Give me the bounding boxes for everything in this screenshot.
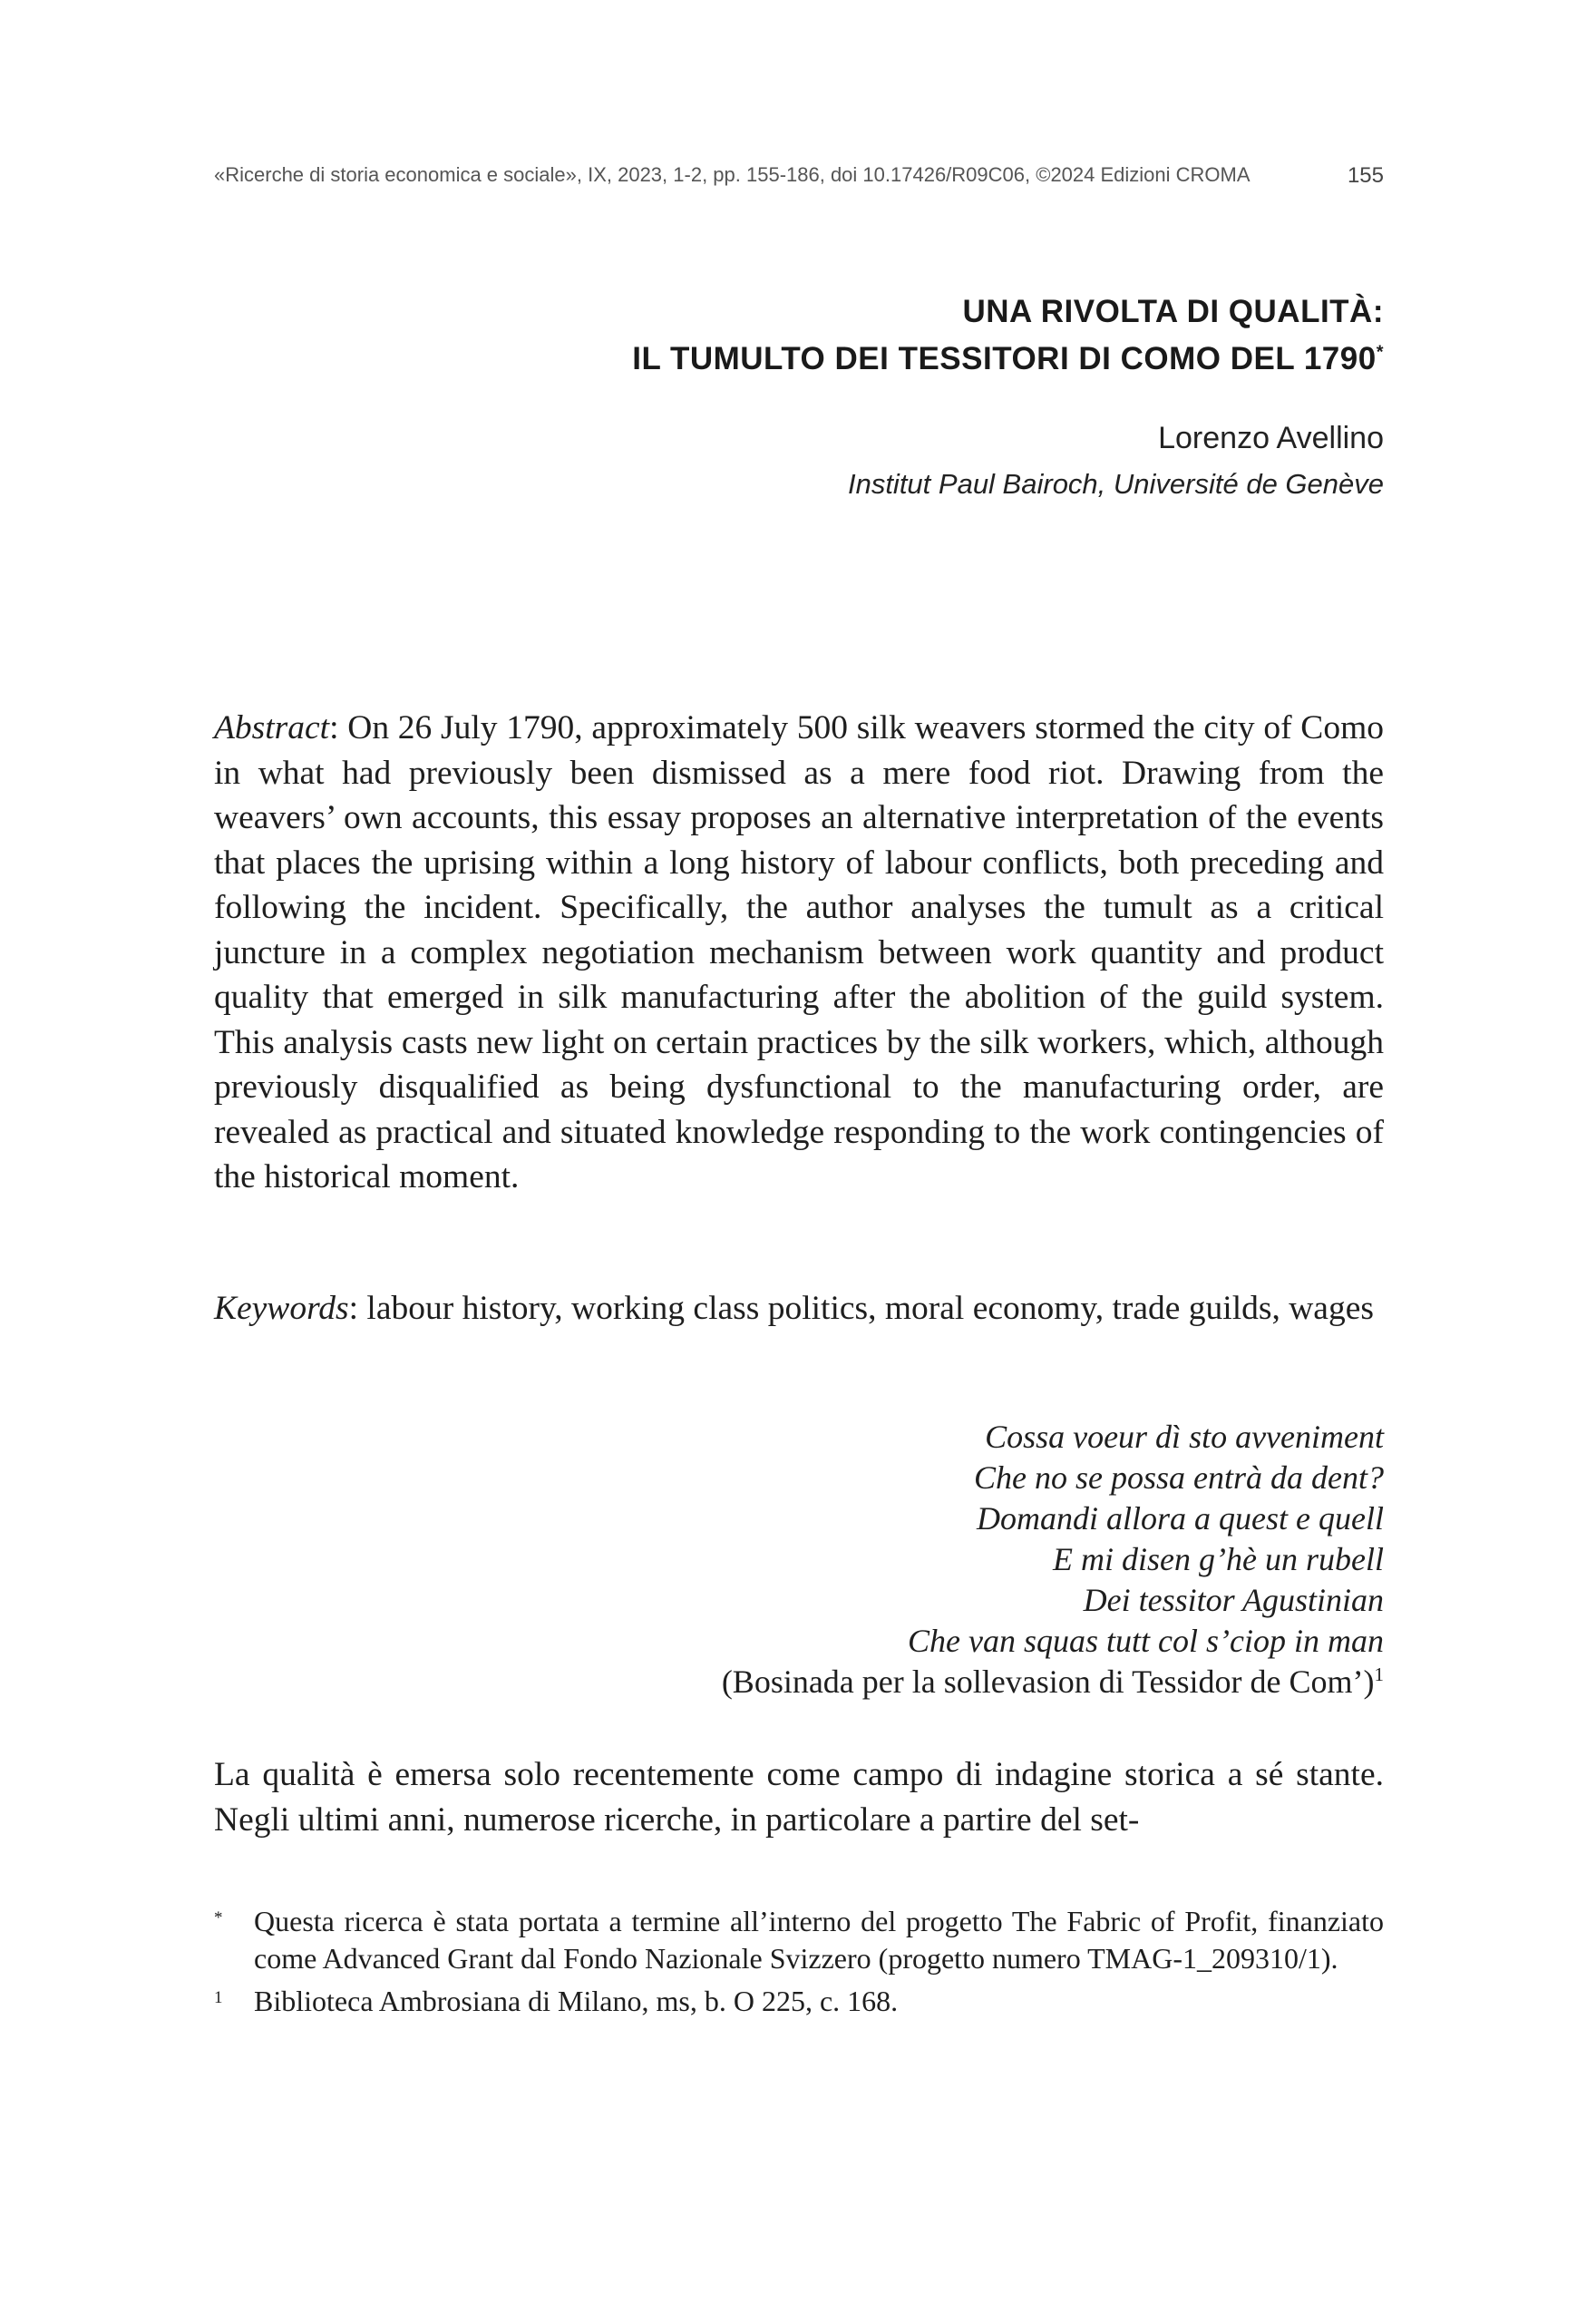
page-number: 155 <box>1347 163 1384 188</box>
abstract <box>214 706 1384 1200</box>
epigraph-source-text: (Bosinada per la sollevasion di Tessidor de Com’) <box>721 1663 1375 1700</box>
epigraph <box>722 1417 1384 1702</box>
footnote <box>214 1983 1384 2020</box>
abstract-label: Abstract <box>214 709 330 746</box>
epigraph-verse: Domandi allora a quest e quell <box>977 1500 1384 1537</box>
epigraph-verse: Cossa voeur dì sto avveniment <box>985 1419 1384 1455</box>
keywords-label: Keywords <box>214 1290 349 1327</box>
footnote-text: Biblioteca Ambrosiana di Milano, ms, b. O 225, c. 168. <box>254 1985 899 2017</box>
footnote-marker: * <box>214 1908 223 1927</box>
title-line-2-text: IL TUMULTO DEI TESSITORI DI COMO DEL 1790 <box>632 341 1377 376</box>
title-line-2 <box>632 336 1384 383</box>
title-line-1: UNA RIVOLTA DI QUALITÀ: <box>962 294 1384 329</box>
footnote-marker: 1 <box>214 1988 223 2007</box>
author-affiliation: Institut Paul Bairoch, Université de Genève <box>847 468 1384 500</box>
epigraph-verse: Dei tessitor Agustinian <box>1083 1582 1384 1618</box>
epigraph-verse: Che van squas tutt col s’ciop in man <box>908 1623 1384 1659</box>
epigraph-verse: Che no se possa entrà da dent? <box>974 1459 1384 1496</box>
epigraph-footnote-marker: 1 <box>1374 1663 1384 1685</box>
running-head <box>214 163 1384 187</box>
keywords-text: : labour history, working class politics, moral economy, trade guilds, wages <box>348 1290 1374 1327</box>
epigraph-verse: E mi disen g’hè un rubell <box>1053 1541 1384 1577</box>
abstract-text: : On 26 July 1790, approximately 500 silk weavers stormed the city of Como in what had previously been dismissed as a mere food riot. Drawing from the weavers’ own accounts, this essay proposes an alternative interpretation of the events that places the uprising within a long history of labour conflicts, both preceding and following the incident. Specifically, the author analyses the tumult as a critical juncture in a complex negotiation mechanism between work quantity and product quality that emerged in silk manufacturing after the abolition of the guild system. This analysis casts new light on certain practices by the silk workers, which, although previously disqualified as being dysfunctional to the manufacturing order, are revealed as practical and situated knowledge responding to the work contingencies of the historical moment. <box>214 709 1384 1195</box>
keywords <box>214 1286 1384 1332</box>
title-footnote-marker: * <box>1376 342 1384 363</box>
footnote <box>214 1903 1384 1977</box>
author-name: Lorenzo Avellino <box>1158 421 1384 455</box>
footnote-text: Questa ricerca è stata portata a termine all’interno del progetto The Fabric of Profit, finanziato come Advanced Grant dal Fondo Nazionale Svizzero (progetto numero TMAG-1_209310/1). <box>254 1905 1384 1975</box>
body-paragraph: La qualità è emersa solo recentemente come campo di indagine storica a sé stante. Negli ultimi anni, numerose ricerche, in particolare a partire del set- <box>214 1756 1384 1839</box>
epigraph-source <box>722 1662 1384 1702</box>
article-title <box>632 288 1384 383</box>
footnotes <box>214 1903 1384 2020</box>
running-head-citation: «Ricerche di storia economica e sociale», IX, 2023, 1-2, pp. 155-186, doi 10.17426/R09C06, ©2024 Edizioni CROMA <box>214 163 1251 186</box>
